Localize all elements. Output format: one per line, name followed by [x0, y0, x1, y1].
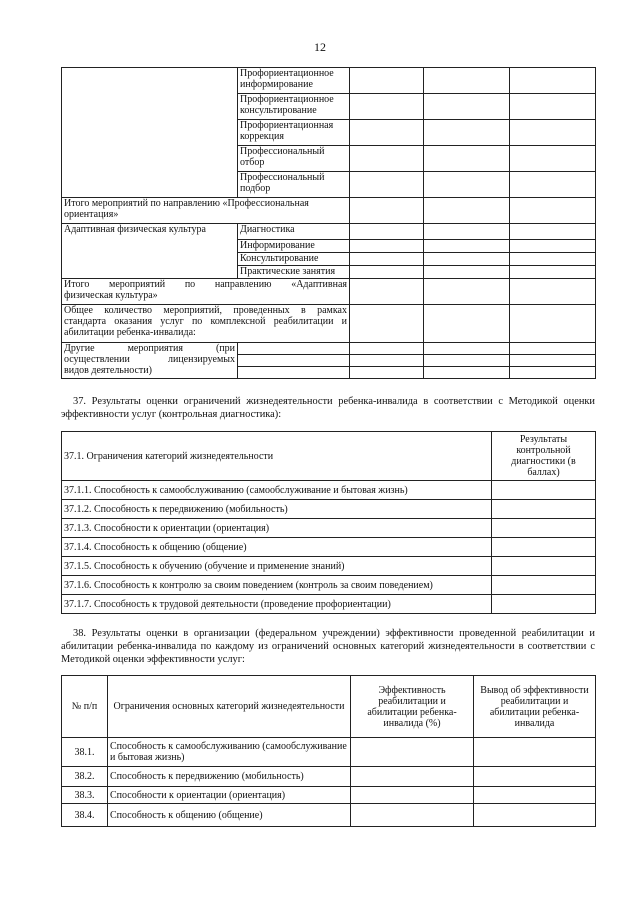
- value-cell: [424, 172, 510, 198]
- afk-label: Адаптивная физическая культура: [62, 224, 238, 279]
- value-cell: [474, 787, 596, 804]
- value-cell: [424, 94, 510, 120]
- value-cell: [510, 305, 596, 343]
- row-number: 38.2.: [62, 767, 108, 787]
- col-results-header: Результаты контрольной диагностики (в баллах): [492, 432, 596, 481]
- value-cell: [351, 738, 474, 767]
- prof-item: Профориентационное консультирование: [238, 94, 350, 120]
- value-cell: [424, 355, 510, 367]
- section-38-heading: 38. Результаты оценки в организации (федеральном учреждении) эффективности проведенной реабилитации и абилитации ребенка-инвалида по каждому из ограничений основных категорий жизнедеятельности в соответствии с Методикой оценки эффективности услуг:: [61, 628, 595, 665]
- col-limitations-header: 37.1. Ограничения категорий жизнедеятельности: [62, 432, 492, 481]
- value-cell: [510, 279, 596, 305]
- other-line2: осуществлении лицензируемых: [64, 354, 235, 365]
- value-cell: [492, 500, 596, 519]
- value-cell: [238, 367, 350, 379]
- other-label: [62, 343, 238, 379]
- table-row: 37.1.7. Способность к трудовой деятельности (проведение профориентации): [62, 595, 492, 614]
- control-diagnostics-table: [61, 431, 596, 614]
- value-cell: [424, 240, 510, 253]
- prof-total-label: Итого мероприятий по направлению «Профессиональная ориентация»: [62, 198, 350, 224]
- col-num-header: № п/п: [62, 676, 108, 738]
- row-number: 38.1.: [62, 738, 108, 767]
- value-cell: [351, 804, 474, 827]
- row-number: 38.3.: [62, 787, 108, 804]
- value-cell: [238, 343, 350, 355]
- value-cell: [424, 343, 510, 355]
- value-cell: [350, 224, 424, 240]
- value-cell: [350, 198, 424, 224]
- value-cell: [510, 198, 596, 224]
- value-cell: [492, 481, 596, 500]
- value-cell: [510, 240, 596, 253]
- row-number: 38.4.: [62, 804, 108, 827]
- table-row: 37.1.5. Способность к обучению (обучение и применение знаний): [62, 557, 492, 576]
- row-limitation: Способность к общению (общение): [108, 804, 351, 827]
- value-cell: [424, 120, 510, 146]
- value-cell: [350, 120, 424, 146]
- value-cell: [424, 253, 510, 266]
- col-name-header: Ограничения основных категорий жизнедеятельности: [108, 676, 351, 738]
- table-row: 37.1.4. Способность к общению (общение): [62, 538, 492, 557]
- value-cell: [474, 767, 596, 787]
- row-limitation: Способности к ориентации (ориентация): [108, 787, 351, 804]
- col-effectiveness-header: Эффективность реабилитации и абилитации ребенка-инвалида (%): [351, 676, 474, 738]
- value-cell: [350, 305, 424, 343]
- value-cell: [510, 68, 596, 94]
- value-cell: [350, 146, 424, 172]
- section-37-heading: 37. Результаты оценки ограничений жизнедеятельности ребенка-инвалида в соответствии с Методикой оценки эффективности услуг (контрольная диагностика):: [61, 396, 595, 420]
- value-cell: [424, 68, 510, 94]
- value-cell: [424, 198, 510, 224]
- value-cell: [424, 146, 510, 172]
- value-cell: [492, 576, 596, 595]
- value-cell: [350, 279, 424, 305]
- value-cell: [351, 767, 474, 787]
- prof-item: Профессиональный отбор: [238, 146, 350, 172]
- afk-item: Консультирование: [238, 253, 350, 266]
- prof-item: Профессиональный подбор: [238, 172, 350, 198]
- value-cell: [492, 538, 596, 557]
- value-cell: [238, 355, 350, 367]
- events-table: [61, 67, 596, 379]
- afk-total-line1: Итого мероприятий по направлению «Адаптивная: [64, 279, 347, 290]
- value-cell: [351, 787, 474, 804]
- prof-item: Профориентационная коррекция: [238, 120, 350, 146]
- afk-total-label: [62, 279, 350, 305]
- afk-item: Диагностика: [238, 224, 350, 240]
- value-cell: [510, 172, 596, 198]
- value-cell: [510, 94, 596, 120]
- value-cell: [350, 266, 424, 279]
- value-cell: [492, 595, 596, 614]
- value-cell: [350, 240, 424, 253]
- row-limitation: Способность к самообслуживанию (самообслуживание и бытовая жизнь): [108, 738, 351, 767]
- value-cell: [424, 266, 510, 279]
- table-row: 37.1.6. Способность к контролю за своим поведением (контроль за своим поведением): [62, 576, 492, 595]
- value-cell: [510, 367, 596, 379]
- value-cell: [350, 68, 424, 94]
- general-total-label: Общее количество мероприятий, проведенных в рамках стандарта оказания услуг по комплексной реабилитации и абилитации ребенка-инвалида:: [62, 305, 350, 343]
- value-cell: [474, 738, 596, 767]
- value-cell: [510, 266, 596, 279]
- other-line3: видов деятельности): [64, 365, 152, 376]
- value-cell: [510, 253, 596, 266]
- value-cell: [492, 557, 596, 576]
- value-cell: [424, 367, 510, 379]
- afk-item: Информирование: [238, 240, 350, 253]
- table-row: 37.1.2. Способность к передвижению (мобильность): [62, 500, 492, 519]
- value-cell: [350, 355, 424, 367]
- table-row: 37.1.3. Способности к ориентации (ориентация): [62, 519, 492, 538]
- prof-item: Профориентационное информирование: [238, 68, 350, 94]
- value-cell: [510, 120, 596, 146]
- value-cell: [350, 172, 424, 198]
- col-conclusion-header: Вывод об эффективности реабилитации и абилитации ребенка-инвалида: [474, 676, 596, 738]
- value-cell: [424, 224, 510, 240]
- afk-item: Практические занятия: [238, 266, 350, 279]
- value-cell: [350, 94, 424, 120]
- value-cell: [492, 519, 596, 538]
- value-cell: [510, 146, 596, 172]
- prof-label-cell: [62, 68, 238, 198]
- other-line1: Другие мероприятия (при: [64, 343, 235, 354]
- value-cell: [510, 355, 596, 367]
- afk-total-line2: физическая культура»: [64, 290, 158, 301]
- value-cell: [424, 279, 510, 305]
- value-cell: [350, 253, 424, 266]
- value-cell: [424, 305, 510, 343]
- value-cell: [350, 343, 424, 355]
- effectiveness-table: [61, 675, 596, 827]
- table-row: 37.1.1. Способность к самообслуживанию (самообслуживание и бытовая жизнь): [62, 481, 492, 500]
- value-cell: [350, 367, 424, 379]
- value-cell: [510, 343, 596, 355]
- page-number: 12: [314, 40, 326, 54]
- value-cell: [474, 804, 596, 827]
- value-cell: [510, 224, 596, 240]
- row-limitation: Способность к передвижению (мобильность): [108, 767, 351, 787]
